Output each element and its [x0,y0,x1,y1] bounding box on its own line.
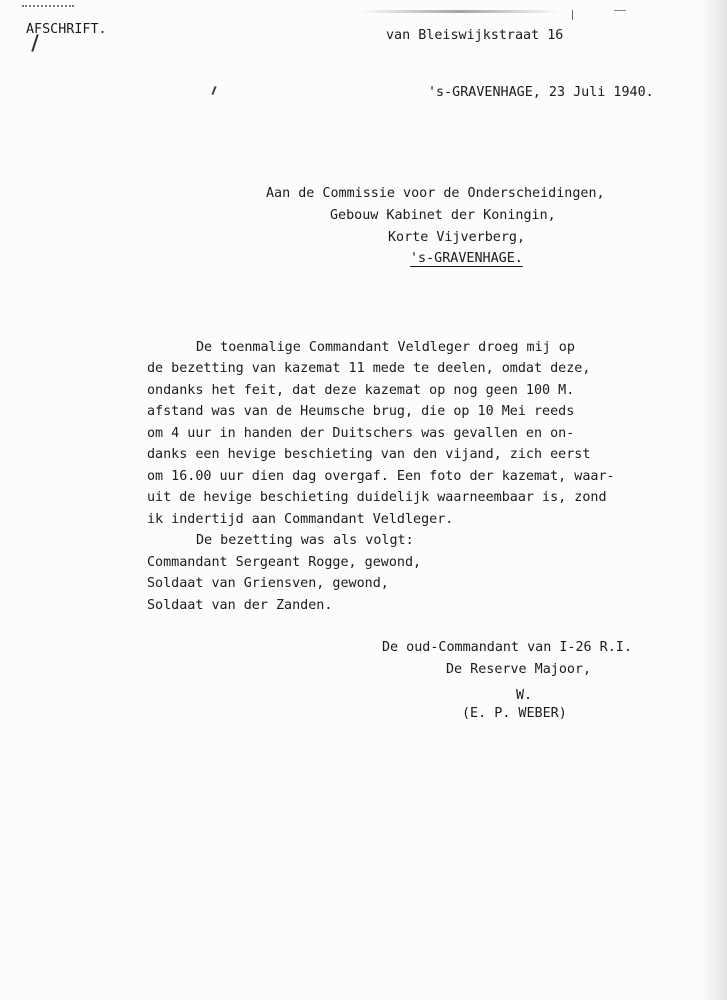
body-line-5: om 4 uur in handen der Duitschers was gevallen en on- [147,426,575,441]
body-line-8: uit de hevige beschieting duidelijk waarneembaar is, zond [147,490,607,505]
scan-tick-mark [572,10,573,20]
place-and-date: 's-GRAVENHAGE, 23 Juli 1940. [428,85,654,100]
scan-corner-mark [22,5,74,15]
body-line-2: de bezetting van kazemat 11 mede te deelen, omdat deze, [147,361,591,376]
signature-line-1: De oud-Commandant van I-26 R.I. [382,640,632,655]
crew-member-3: Soldaat van der Zanden. [147,598,333,613]
document-label: AFSCHRIFT. [26,22,107,37]
crew-member-2: Soldaat van Griensven, gewond, [147,576,389,591]
pen-mark-small [211,86,216,95]
recipient-line-1: Aan de Commissie voor de Onderscheidingen, [266,186,605,201]
recipient-line-3: Korte Vijverberg, [388,230,526,245]
body-line-4: afstand was van de Heumsche brug, die op 10 Mei reeds [147,404,575,419]
signature-initial: W. [516,688,533,703]
signature-line-2: De Reserve Majoor, [446,662,592,677]
recipient-line-2: Gebouw Kabinet der Koningin, [330,208,556,223]
body-line-9: ik indertijd aan Commandant Veldleger. [147,512,454,527]
body-line-7: om 16.00 uur dien dag overgaf. Een foto der kazemat, waar- [147,469,615,484]
crew-member-1: Commandant Sergeant Rogge, gewond, [147,555,422,570]
scan-edge-shadow [701,0,727,1000]
sender-address: van Bleiswijkstraat 16 [386,28,564,43]
scan-smudge [360,10,560,13]
body-line-10: De bezetting was als volgt: [196,533,414,548]
body-line-6: danks een hevige beschieting van den vijand, zich eerst [147,447,591,462]
scan-tick-mark-small [614,10,626,11]
body-line-1: De toenmalige Commandant Veldleger droeg mij op [196,340,575,355]
recipient-city: 's-GRAVENHAGE. [410,251,523,266]
body-line-3: ondanks het feit, dat deze kazemat op nog geen 100 M. [147,383,575,398]
signature-name: (E. P. WEBER) [462,706,567,721]
